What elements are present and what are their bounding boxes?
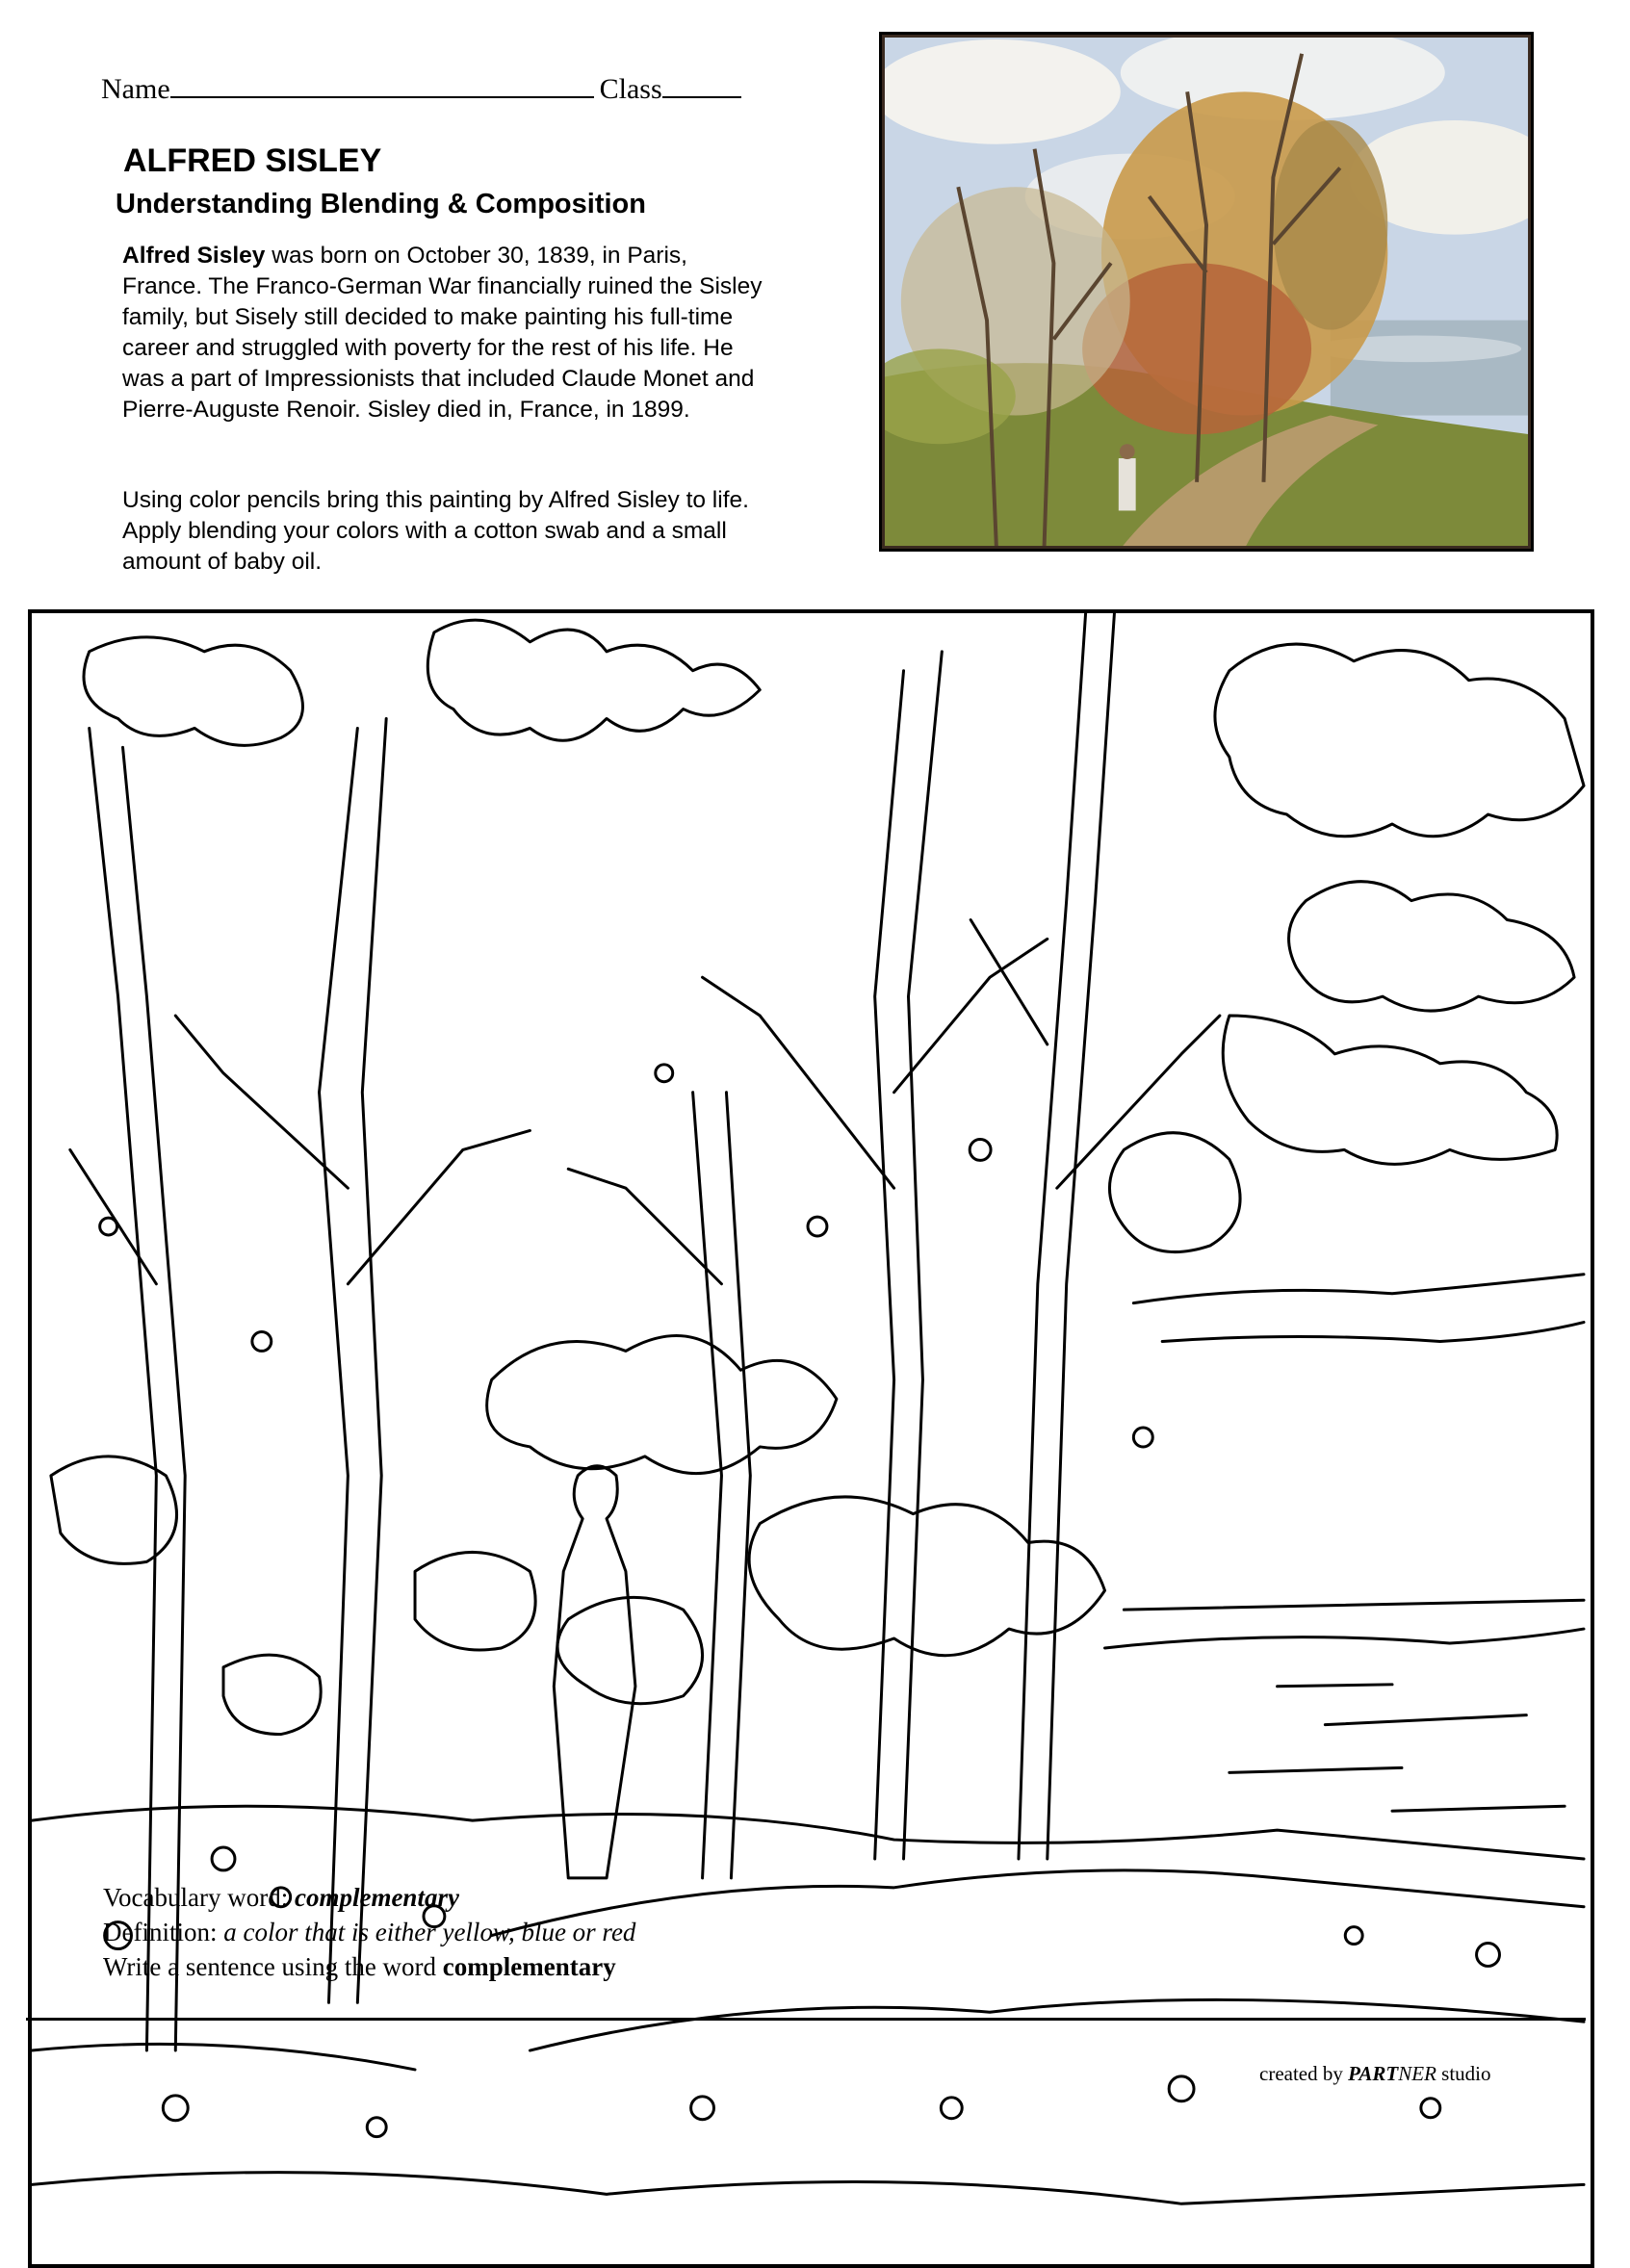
class-label: Class bbox=[599, 73, 662, 105]
credit-line bbox=[1259, 2062, 1491, 2086]
reference-painting bbox=[879, 32, 1534, 552]
painting-illustration bbox=[882, 35, 1531, 549]
vocabulary-label: Vocabulary word: bbox=[103, 1883, 295, 1912]
credit-brand-ner: NER bbox=[1398, 2062, 1436, 2085]
page-title: ALFRED SISLEY bbox=[123, 142, 382, 179]
credit-suffix: studio bbox=[1436, 2062, 1491, 2085]
sentence-word: complementary bbox=[442, 1952, 616, 1981]
definition-text: a color that is either yellow, blue or red bbox=[223, 1918, 636, 1946]
bio-text: was born on October 30, 1839, in Paris, France. The Franco-German War financially ruined the Sisley family, but Sisely still decided to make painting his full-time career and struggled with poverty for the rest of his life. He was a part of Impressionists that included Claude Monet and Pierre-Auguste Renoir. Sisley died in, France, in 1899. bbox=[122, 243, 763, 423]
credit-brand-part: PART bbox=[1348, 2062, 1399, 2085]
credit-prefix: created by bbox=[1259, 2062, 1349, 2085]
definition-label: Definition: bbox=[103, 1918, 224, 1946]
name-label: Name bbox=[101, 73, 170, 105]
artist-name: Alfred Sisley bbox=[122, 243, 266, 269]
name-blank[interactable] bbox=[170, 71, 594, 98]
vocabulary-word: complementary bbox=[294, 1883, 459, 1912]
vocabulary-word-line bbox=[103, 1883, 459, 1913]
name-class-line bbox=[101, 71, 741, 106]
instructions: Using color pencils bring this painting by Alfred Sisley to life. Apply blending your colors with a cotton swab and a small amount of baby oil. bbox=[122, 487, 749, 575]
class-blank[interactable] bbox=[662, 71, 741, 98]
line-art-illustration bbox=[32, 613, 1591, 2264]
definition-line bbox=[103, 1918, 635, 1947]
sentence-prompt-line bbox=[103, 1952, 616, 1982]
artist-bio bbox=[122, 241, 772, 425]
page-subtitle: Understanding Blending & Composition bbox=[116, 189, 646, 219]
answer-line[interactable] bbox=[26, 2018, 1586, 2021]
sentence-prompt: Write a sentence using the word bbox=[103, 1952, 443, 1981]
